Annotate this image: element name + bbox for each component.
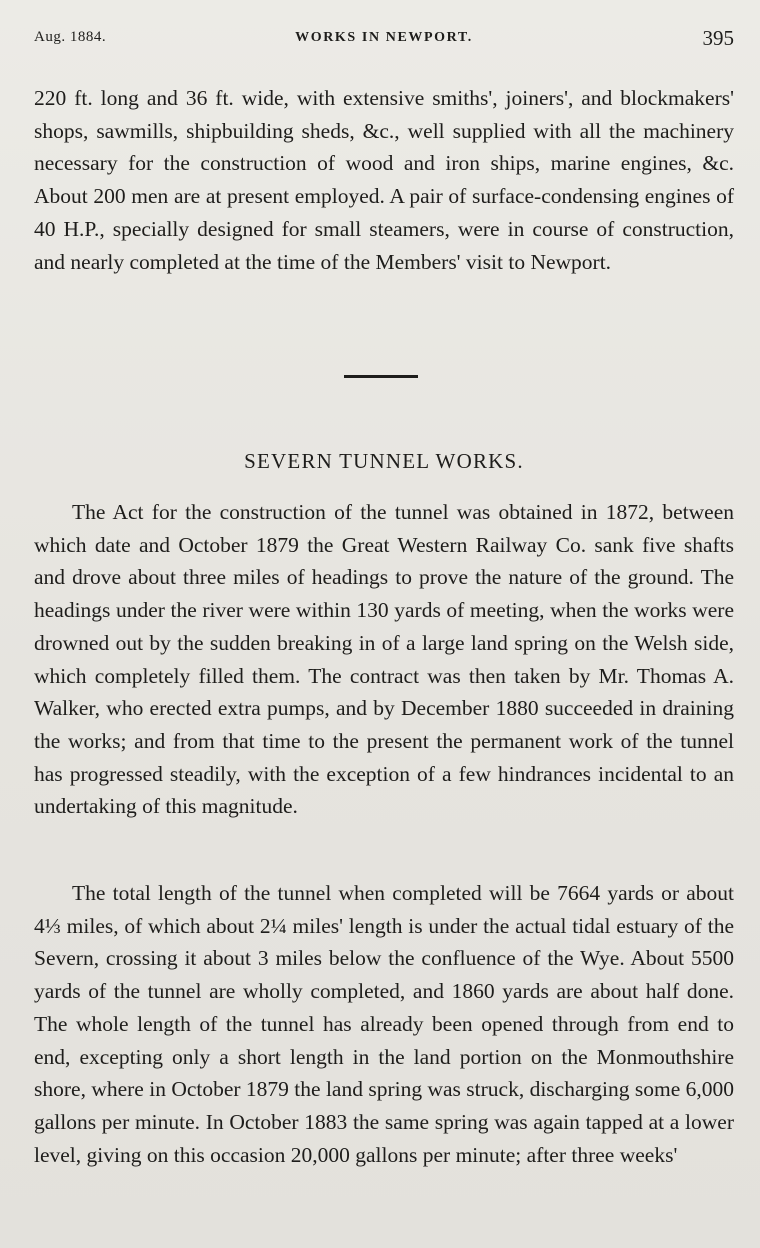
section-divider-rule	[344, 375, 418, 378]
running-head-title: WORKS IN NEWPORT.	[295, 30, 473, 45]
paragraph-tunnel-history: The Act for the construction of the tunnel was obtained in 1872, between which date and October 1879 the Great Western Railway Co. sank five shafts and drove about three miles of headings to prove the nature of the ground. The headings under the river were within 130 yards of meeting, when the works were drowned out by the sudden breaking in of a large land spring on the Welsh side, which completely filled them. The contract was then taken by Mr. Thomas A. Walker, who erected extra pumps, and by December 1880 succeeded in draining the works; and from that time to the present the permanent work of the tunnel has progressed steadily, with the exception of a few hindrances incidental to an undertaking of this magnitude.	[34, 500, 734, 819]
paragraph-tunnel-length: The total length of the tunnel when completed will be 7664 yards or about 4⅓ miles, of which about 2¼ miles' length is under the actual tidal estuary of the Severn, crossing it about 3 miles below the confluence of the Wye. About 5500 yards of the tunnel are wholly completed, and 1860 yards are about half done. The whole length of the tunnel has already been opened through from end to end, excepting only a short length in the land portion on the Monmouthshire shore, where in October 1879 the land spring was struck, discharging some 6,000 gallons per minute. In October 1883 the same spring was again tapped at a lower level, giving on this occasion 20,000 gallons per minute; after three weeks'	[34, 881, 734, 1167]
page-number: 395	[702, 26, 734, 50]
section-heading: SEVERN TUNNEL WORKS.	[244, 449, 524, 473]
paragraph-newport-works: 220 ft. long and 36 ft. wide, with extensive smiths', joiners', and blockmakers' shops, sawmills, shipbuilding sheds, &c., well supplied with all the machinery necessary for the construction of wood and iron ships, marine engines, &c. About 200 men are at present employed. A pair of surface-condensing engines of 40 H.P., specially designed for small steamers, were in course of construction, and nearly completed at the time of the Members' visit to Newport.	[34, 86, 734, 274]
running-head	[34, 26, 734, 52]
running-head-date: Aug. 1884.	[34, 29, 107, 45]
